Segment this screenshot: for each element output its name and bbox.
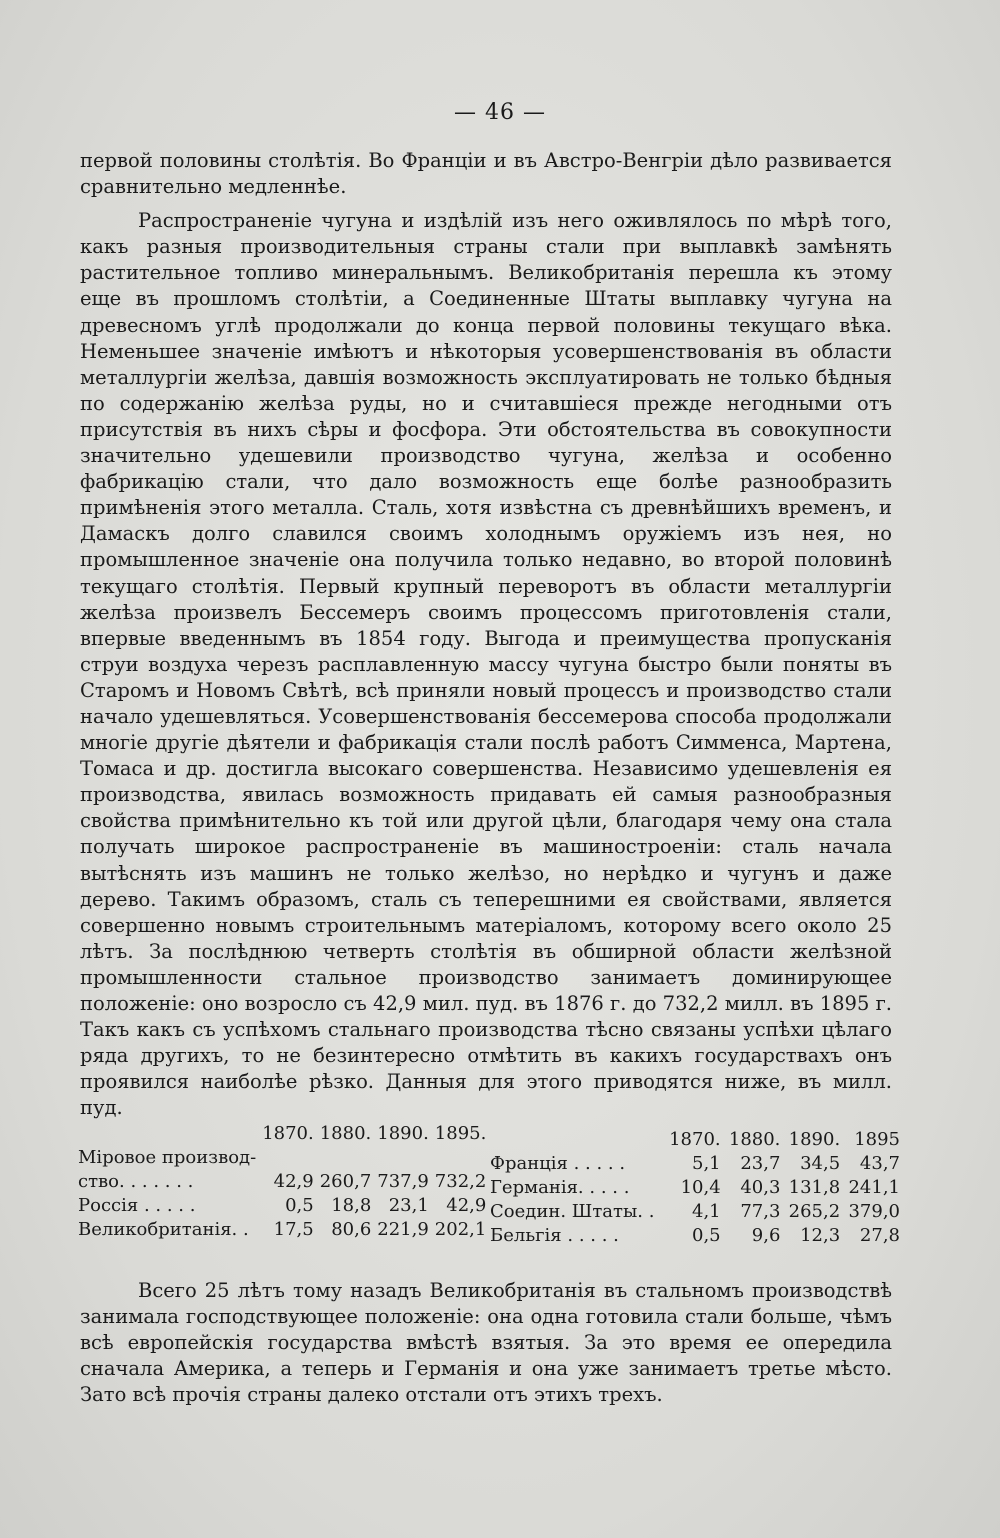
cell-value: 260,7 <box>319 1171 372 1192</box>
table-row <box>78 1146 486 1170</box>
cell-value: 27,8 <box>859 1225 900 1246</box>
cell-value: 5,1 <box>692 1153 721 1174</box>
row-label: Россія . . . . . <box>78 1195 196 1216</box>
cell-value: 9,6 <box>751 1225 781 1246</box>
table-header-label <box>78 1122 256 1146</box>
cell-value <box>314 1146 372 1170</box>
row-label: Великобританія. . <box>78 1219 249 1240</box>
steel-table-right <box>490 1128 900 1248</box>
paragraph-continuation: первой половины столѣтія. Во Франціи и въ Австро-Венгріи дѣло развивается сравнительно медленнѣе. <box>80 149 892 199</box>
row-label: Соедин. Штаты. . <box>490 1201 655 1222</box>
cell-value: 17,5 <box>273 1219 314 1240</box>
table-header-year: 1890. <box>788 1129 841 1150</box>
cell-value: 42,9 <box>273 1171 314 1192</box>
cell-value: 40,3 <box>740 1177 781 1198</box>
table-header-year: 1870. <box>262 1123 314 1144</box>
steel-table-left <box>78 1122 486 1242</box>
row-label: Бельгія . . . . . <box>490 1225 619 1246</box>
paragraph-closing: Всего 25 лѣтъ тому назадъ Великобританія въ стальномъ производствѣ занимала господствующее положеніе: она одна готовила стали больше, чѣмъ всѣ европейскія государства вмѣстѣ взятыя. За это время ее опередила сначала Америка, а теперь и Германія и она уже занимаетъ третье мѣсто. Зато всѣ прочія страны далеко отстали отъ этихъ трехъ. <box>80 1279 892 1407</box>
cell-value: 131,8 <box>788 1177 841 1198</box>
row-label: Германія. . . . . <box>490 1177 630 1198</box>
page-number: — 46 — <box>454 100 546 125</box>
cell-value: 10,4 <box>680 1177 721 1198</box>
cell-value: 4,1 <box>692 1201 721 1222</box>
cell-value: 379,0 <box>848 1201 900 1222</box>
cell-value: 265,2 <box>788 1201 841 1222</box>
table-row <box>78 1218 486 1242</box>
row-label: Франція . . . . . <box>490 1153 626 1174</box>
table-header-row <box>490 1128 900 1152</box>
cell-value: 0,5 <box>285 1195 314 1216</box>
cell-value <box>429 1146 487 1170</box>
cell-value: 23,7 <box>740 1153 781 1174</box>
table-header-label <box>490 1128 661 1152</box>
cell-value: 23,1 <box>388 1195 429 1216</box>
cell-value: 12,3 <box>800 1225 841 1246</box>
cell-value: 241,1 <box>848 1177 900 1198</box>
table-row <box>490 1152 900 1176</box>
cell-value: 732,2 <box>434 1171 487 1192</box>
cell-value: 43,7 <box>859 1153 900 1174</box>
table-header-year: 1895 <box>854 1129 900 1150</box>
cell-value: 0,5 <box>692 1225 721 1246</box>
table-row <box>490 1200 900 1224</box>
cell-value: 42,9 <box>446 1195 487 1216</box>
table-row <box>78 1194 486 1218</box>
main-text <box>80 148 892 1121</box>
table-header-year: 1895. <box>434 1123 487 1144</box>
table-header-year: 1890. <box>377 1123 429 1144</box>
table-header-year: 1880. <box>319 1123 372 1144</box>
table-row <box>490 1224 900 1248</box>
table-header-year: 1880. <box>728 1129 781 1150</box>
cell-value: 77,3 <box>740 1201 781 1222</box>
table-header-row <box>78 1122 486 1146</box>
table-header-year: 1870. <box>669 1129 721 1150</box>
cell-value: 221,9 <box>377 1219 429 1240</box>
closing-text <box>80 1278 892 1408</box>
cell-value: 34,5 <box>800 1153 841 1174</box>
cell-value: 737,9 <box>377 1171 429 1192</box>
table-row <box>490 1176 900 1200</box>
cell-value: 202,1 <box>434 1219 487 1240</box>
cell-value <box>371 1146 429 1170</box>
row-label: Міровое производ- <box>78 1147 257 1168</box>
steel-production-tables <box>78 1116 898 1266</box>
table-row <box>78 1170 486 1194</box>
cell-value: 18,8 <box>331 1195 372 1216</box>
cell-value: 80,6 <box>331 1219 372 1240</box>
cell-value <box>256 1146 314 1170</box>
paragraph-steel-history: Распространеніе чугуна и издѣлій изъ него оживлялось по мѣрѣ того, какъ разныя производительныя страны стали при выплавкѣ замѣнять растительное топливо минеральнымъ. Великобританія перешла къ этому еще въ прошломъ столѣтіи, а Соединенные Штаты выплавку чугуна на древесномъ углѣ продолжали до конца первой половины текущаго вѣка. Неменьшее значеніе имѣютъ и нѣкоторыя усовершенствованія въ области металлургіи желѣза, давшія возможность эксплуатировать не только бѣдныя по содержанію желѣза руды, но и считавшіеся прежде негодными отъ присутствія въ нихъ сѣры и фосфора. Эти обстоятельства въ совокупности значительно удешевили производство чугуна, желѣза и особенно фабрикацію стали, что дало возможность еще болѣе разнообразить примѣненія этого металла. Сталь, хотя извѣстна съ древнѣйшихъ временъ, и Дамаскъ долго славился своимъ холоднымъ оружіемъ изъ нея, но промышленное значеніе она получила только недавно, во второй половинѣ текущаго столѣтія. Первый крупный переворотъ въ области металлургіи желѣза произвелъ Бессемеръ своимъ процессомъ приготовленія стали, впервые введеннымъ въ 1854 году. Выгода и преимущества пропусканія струи воздуха черезъ расплавленную массу чугуна быстро были поняты въ Старомъ и Новомъ Свѣтѣ, всѣ приняли новый процессъ и производство стали начало удешевляться. Усовершенствованія бессемерова способа продолжали многіе другіе дѣятели и фабрикація стали послѣ работъ Симменса, Мартена, Томаса и др. достигла высокаго совершенства. Независимо удешевленія ея производства, явилась возможность придавать ей самыя разнообразныя свойства примѣнительно къ той или другой цѣли, благодаря чему она стала получать широкое распространеніе въ машиностроеніи: сталь начала вытѣснять изъ машинъ не только желѣзо, но нерѣдко и чугунъ и даже дерево. Такимъ образомъ, сталь съ теперешними ея свойствами, является совершенно новымъ строительнымъ матеріаломъ, которому всего около 25 лѣтъ. За послѣднюю четверть столѣтія въ обширной области желѣзной промышленности стальное производство занимаетъ доминирующее положеніе: оно возросло съ 42,9 мил. пуд. въ 1876 г. до 732,2 милл. въ 1895 г. Такъ какъ съ успѣхомъ стальнаго производства тѣсно связаны успѣхи цѣлаго ряда другихъ, то не безинтересно отмѣтить въ какихъ государствахъ онъ проявился наиболѣе рѣзко. Данныя для этого приводятся ниже, въ милл. пуд. <box>80 209 892 1120</box>
row-label: ство. . . . . . . <box>78 1171 194 1192</box>
